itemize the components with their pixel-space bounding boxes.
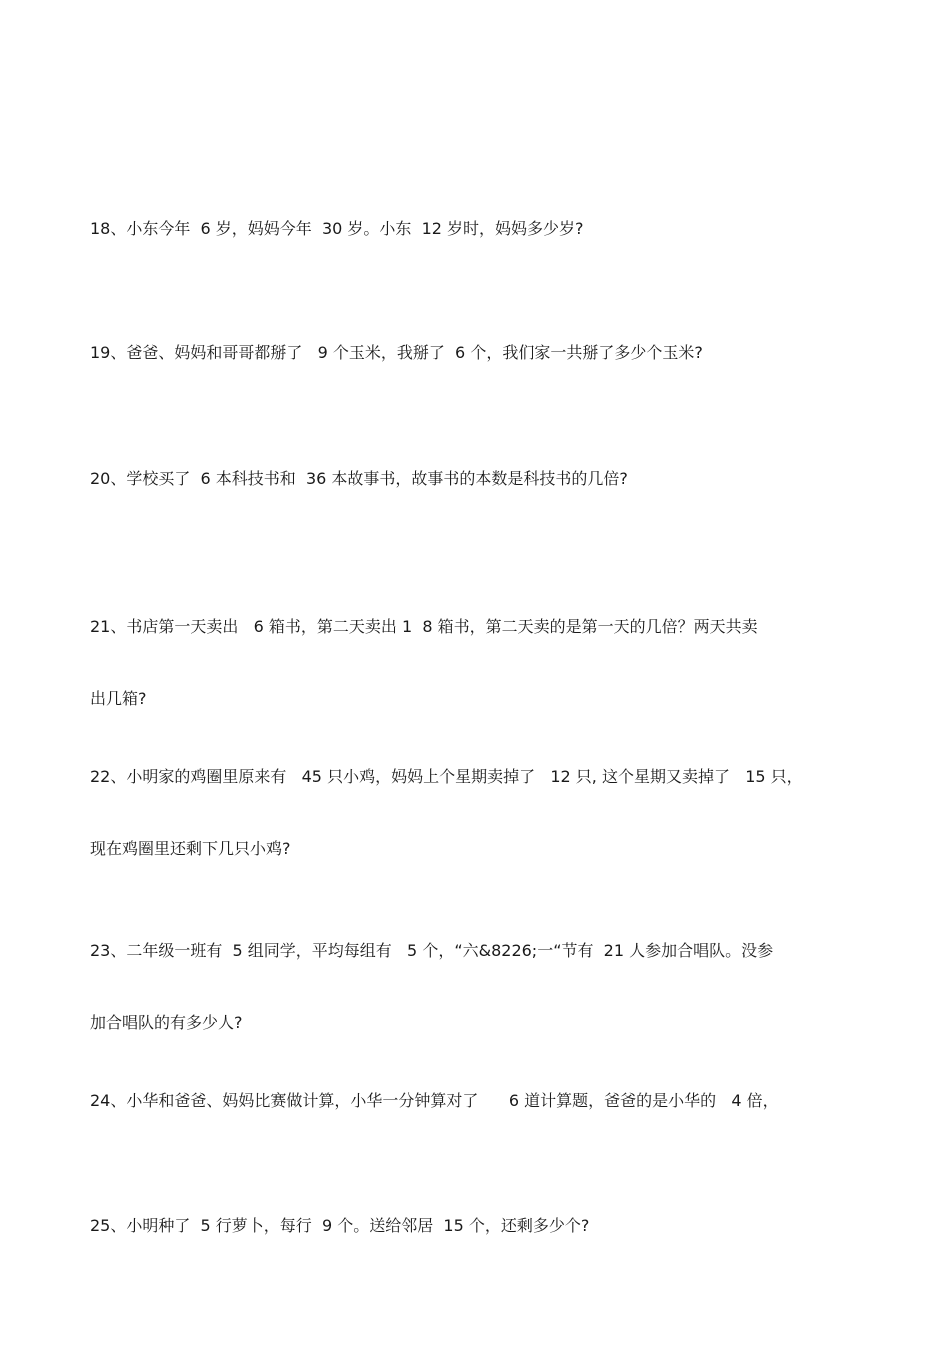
problem-text-line: 20、学校买了 6 本科技书和 36 本故事书，故事书的本数是科技书的几倍? <box>90 469 628 488</box>
problem-text-line: 24、小华和爸爸、妈妈比赛做计算，小华一分钟算对了 6 道计算题，爸爸的是小华的 4 倍， <box>90 1091 779 1110</box>
problem-text-line: 出几箱? <box>90 689 147 708</box>
problem-text-line: 21、书店第一天卖出 6 箱书，第二天卖出 1 8 箱书，第二天卖的是第一天的几倍？两天共卖 <box>90 617 758 636</box>
problem-22 <box>90 717 870 909</box>
problem-text-line: 19、爸爸、妈妈和哥哥都掰了 9 个玉米，我掰了 6 个，我们家一共掰了多少个玉米? <box>90 343 703 362</box>
problem-24 <box>90 1041 870 1161</box>
problem-18 <box>90 169 870 289</box>
problem-19 <box>90 293 870 413</box>
problem-text-line: 25、小明种了 5 行萝卜，每行 9 个。送给邻居 15 个，还剩多少个? <box>90 1216 590 1235</box>
problem-text-line: 23、二年级一班有 5 组同学，平均每组有 5 个，“六&8226;一“节有 21 人参加合唱队。没参 <box>90 941 774 960</box>
problem-text-line: 22、小明家的鸡圈里原来有 45 只小鸡，妈妈上个星期卖掉了 12 只, 这个星期又卖掉了 15 只， <box>90 767 803 786</box>
problem-25 <box>90 1166 870 1286</box>
problem-text-line: 现在鸡圈里还剩下几只小鸡? <box>90 839 291 858</box>
problem-text-line: 加合唱队的有多少人? <box>90 1013 243 1032</box>
problem-text-line: 18、小东今年 6 岁，妈妈今年 30 岁。小东 12 岁时，妈妈多少岁? <box>90 219 584 238</box>
problem-20 <box>90 419 870 539</box>
